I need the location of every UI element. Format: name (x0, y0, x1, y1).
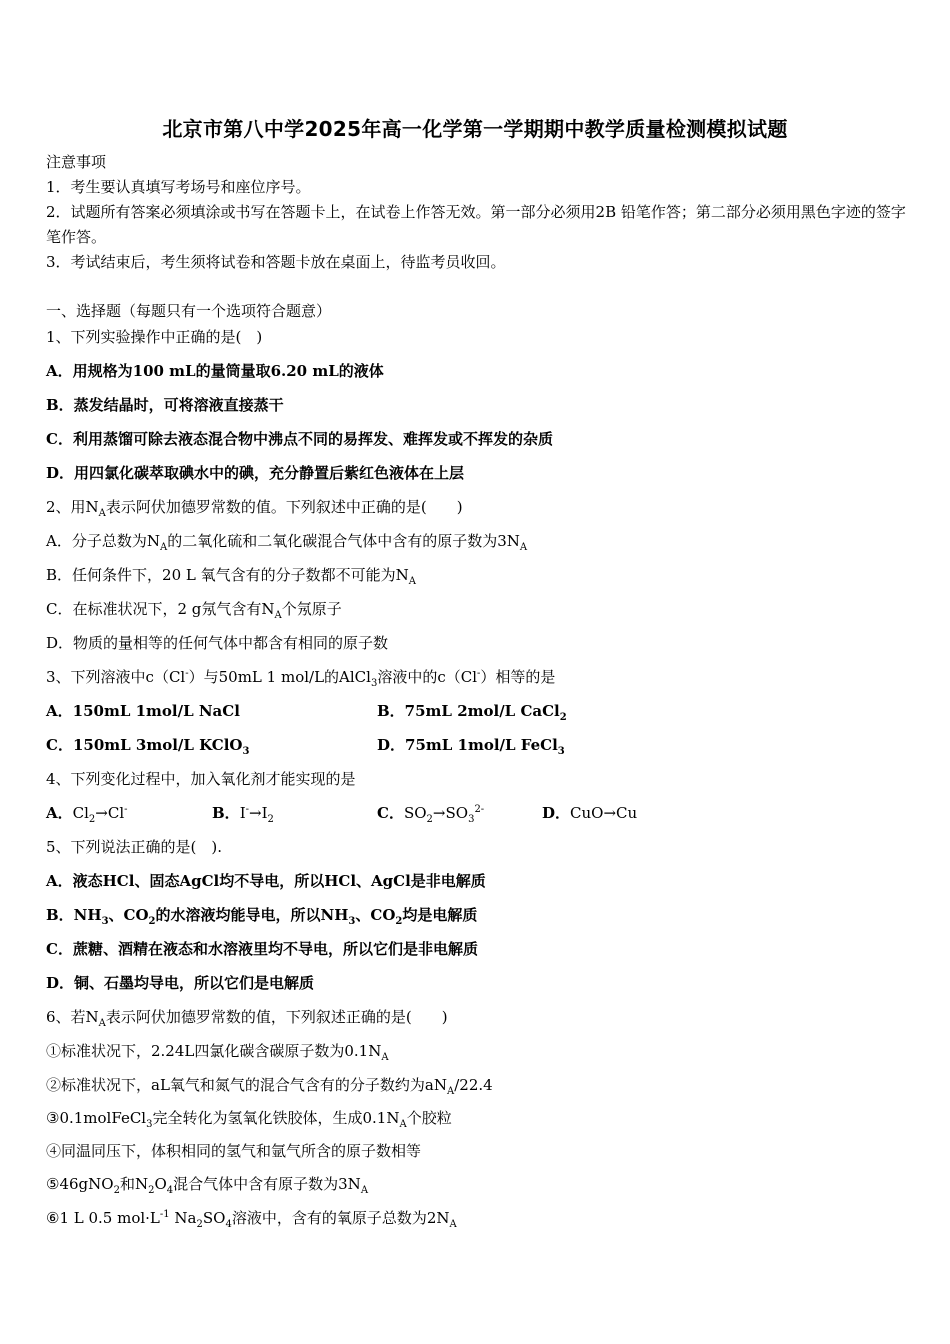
q4-option-c: C．$SO_2\to SO_3^{2-}$ (377, 804, 485, 825)
q1-option-b: B．蒸发结晶时，可将溶液直接蒸干 (46, 396, 284, 414)
page-title: 北京市第八中学2025年高一化学第一学期期中教学质量检测模拟试题 (162, 117, 788, 141)
q6-item-5: ⑤46gNO$_2$和$N_2O_4$混合气体中含有原子数为$3N_A$ (46, 1175, 369, 1196)
q6-item-3: ③0.1molFeCl$_3$完全转化为氢氧化铁胶体，生成$0.1N_A$个胶粒 (46, 1109, 452, 1130)
notice-item-1: 1．考生要认真填写考场号和座位序号。 (46, 178, 311, 196)
q1-stem: 1、下列实验操作中正确的是( ) (46, 328, 263, 346)
q1-option-a: A．用规格为100 mL的量筒量取6.20 mL的液体 (46, 362, 384, 380)
q3-option-b: B．75mL 2mol/L CaCl$_2$ (377, 702, 567, 723)
q2-stem: 2、用$N_A$表示阿伏加德罗常数的值。下列叙述中正确的是( ) (46, 498, 463, 519)
q6-item-2: ②标准状况下，aL氧气和氮气的混合气含有的分子数约为$aN_A/22.4$ (46, 1076, 493, 1097)
q3-option-a: A．150mL 1mol/L NaCl (46, 702, 240, 720)
notice-heading: 注意事项 (46, 153, 107, 171)
q4-option-b: B．$I^-\to I_2$ (212, 804, 274, 825)
q3-option-d: D．75mL 1mol/L FeCl$_3$ (377, 736, 565, 757)
q5-option-d: D．铜、石墨均导电，所以它们是电解质 (46, 974, 315, 992)
q2-option-c: C．在标准状况下，2 g氖气含有$N_A$个氖原子 (46, 600, 342, 621)
q3-option-c: C．150mL 3mol/L KClO$_3$ (46, 736, 250, 757)
q1-option-d: D．用四氯化碳萃取碘水中的碘，充分静置后紫红色液体在上层 (46, 464, 465, 482)
q6-item-4: ④同温同压下，体积相同的氢气和氩气所含的原子数相等 (46, 1142, 422, 1160)
q6-item-1: ①标准状况下，2.24L四氯化碳含碳原子数为$0.1N_A$ (46, 1042, 389, 1063)
q5-option-b: B．$NH_3$、$CO_2$的水溶液均能导电，所以$NH_3$、$CO_2$均是电解质 (46, 906, 478, 927)
q4-option-a: A．$Cl_2\to Cl^-$ (46, 804, 128, 825)
q6-stem: 6、若$N_A$表示阿伏加德罗常数的值，下列叙述正确的是( ) (46, 1008, 448, 1029)
q2-option-a: A．分子总数为$N_A$的二氧化硫和二氧化碳混合气体中含有的原子数为$3N_A$ (46, 532, 528, 553)
q5-option-c: C．蔗糖、酒精在液态和水溶液里均不导电，所以它们是非电解质 (46, 940, 478, 958)
section-heading: 一、选择题（每题只有一个选项符合题意） (46, 302, 332, 320)
q2-option-b: B．任何条件下，20 L 氧气含有的分子数都不可能为$N_A$ (46, 566, 416, 587)
notice-item-2: 2．试题所有答案必须填涂或书写在答题卡上，在试卷上作答无效。第一部分必须用2B 铅笔作答；第二部分必须用黑色字迹的签字笔作答。 (46, 203, 906, 246)
q3-stem: 3、下列溶液中c（Cl-）与50mL 1 mol/L的AlCl$_3$溶液中的c（Cl-）相等的是 (46, 668, 556, 689)
q4-stem: 4、下列变化过程中，加入氧化剂才能实现的是 (46, 770, 356, 788)
q5-stem: 5、下列说法正确的是( ). (46, 838, 223, 856)
notice-item-3: 3．考试结束后，考生须将试卷和答题卡放在桌面上，待监考员收回。 (46, 253, 506, 271)
q2-option-d: D．物质的量相等的任何气体中都含有相同的原子数 (46, 634, 389, 652)
q4-option-d: D．CuO→Cu (542, 804, 638, 822)
q1-option-c: C．利用蒸馏可除去液态混合物中沸点不同的易挥发、难挥发或不挥发的杂质 (46, 430, 553, 448)
q5-option-a: A．液态HCl、固态AgCl均不导电，所以HCl、AgCl是非电解质 (46, 872, 486, 890)
q6-item-6: ⑥1 L 0.5 $mol\cdot L^{-1}$ $Na_2SO_4$溶液中，含有的氧原子总数为$2N_A$ (46, 1209, 457, 1230)
